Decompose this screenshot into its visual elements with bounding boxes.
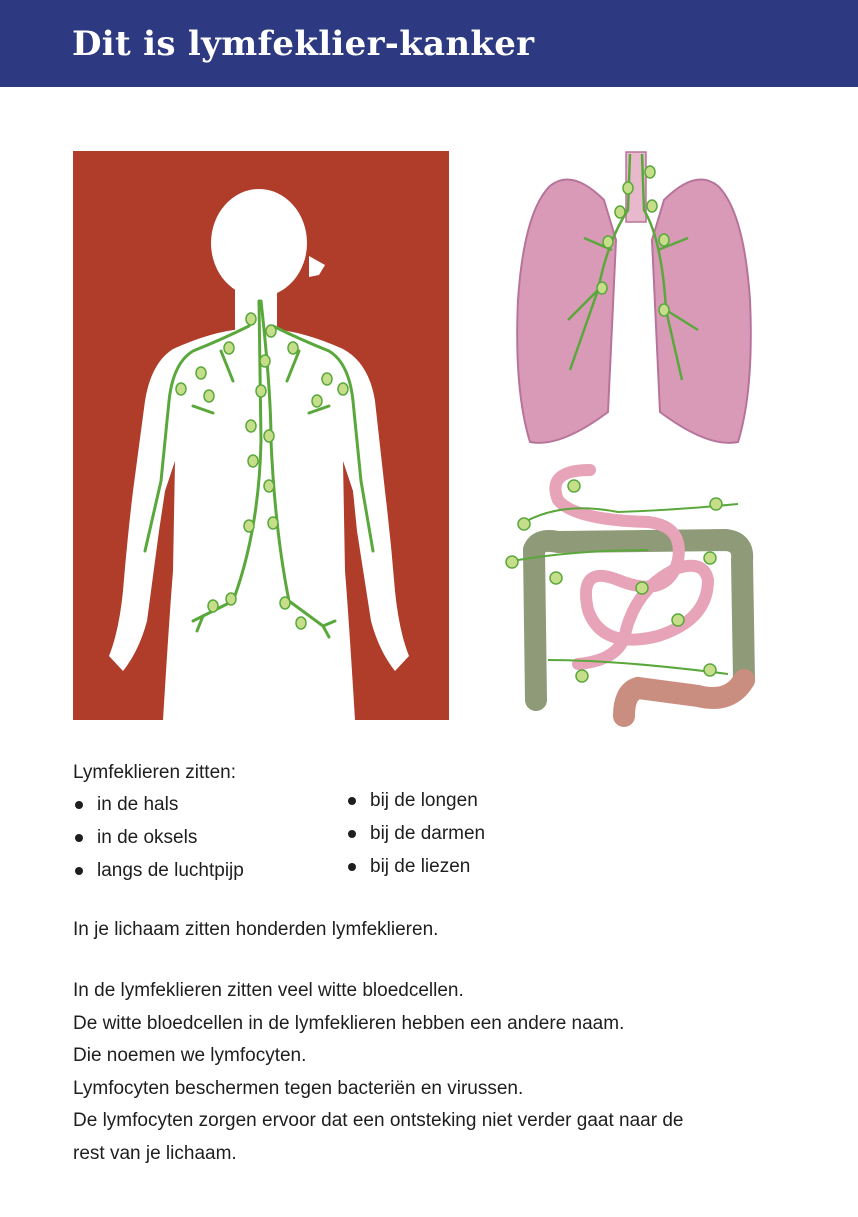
- paragraph-line: De witte bloedcellen in de lymfeklieren hebben een andere naam.: [73, 1012, 625, 1034]
- rectum-icon: [624, 680, 744, 716]
- locations-intro: Lymfeklieren zitten:: [73, 762, 236, 783]
- body-lymph-illustration: [73, 151, 449, 720]
- paragraph-line: Die noemen we lymfocyten.: [73, 1045, 307, 1066]
- list-item: bij de liezen: [346, 850, 485, 883]
- lymphocyte-paragraph: [73, 975, 683, 1170]
- list-item: in de oksels: [73, 821, 244, 854]
- page-title: Dit is lymfeklier-kanker: [72, 24, 535, 64]
- list-item: bij de longen: [346, 784, 485, 817]
- paragraph-line: rest van je lichaam.: [73, 1142, 237, 1164]
- locations-list-left: [73, 788, 244, 887]
- paragraph-line: In de lymfeklieren zitten veel witte bloedcellen.: [73, 980, 464, 1001]
- paragraph-line: De lymfocyten zorgen ervoor dat een ontsteking niet verder gaat naar de: [73, 1110, 684, 1131]
- locations-list-right: [346, 784, 485, 883]
- intestines-illustration: [498, 460, 766, 730]
- small-intestine-icon: [555, 470, 708, 664]
- sentence-hundreds: In je lichaam zitten honderden lymfeklieren.: [73, 919, 439, 940]
- paragraph-line: Lymfocyten beschermen tegen bacteriën en virussen.: [73, 1077, 524, 1099]
- list-item: in de hals: [73, 788, 244, 821]
- list-item: bij de darmen: [346, 817, 485, 850]
- header-banner: [0, 0, 858, 87]
- lungs-illustration: [512, 150, 756, 455]
- list-item: langs de luchtpijp: [73, 854, 244, 887]
